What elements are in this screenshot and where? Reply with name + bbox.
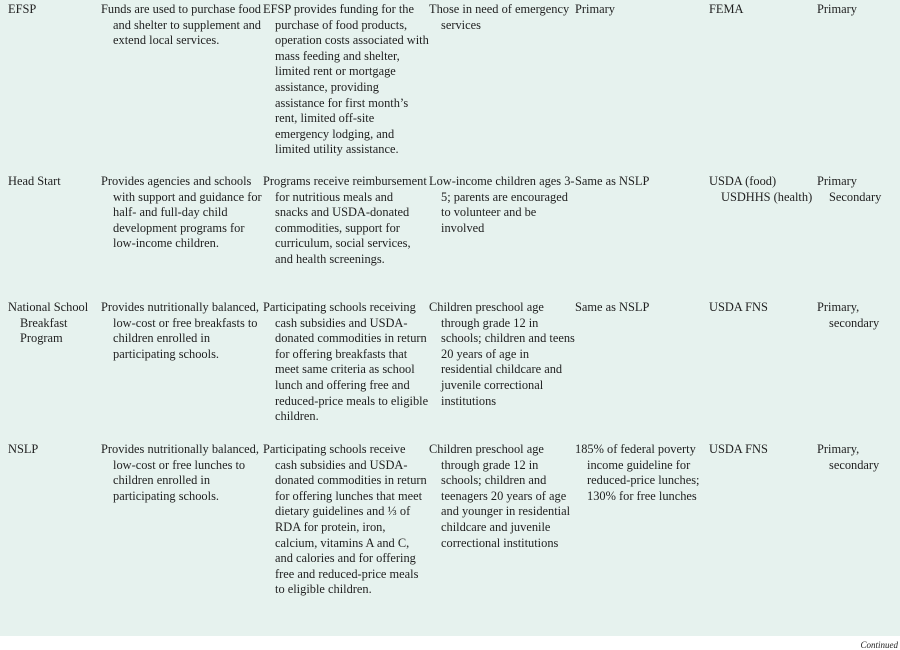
agency-cell: USDA FNS	[709, 300, 768, 314]
income-criteria-cell: Primary	[575, 2, 615, 16]
program-name-cell: Head Start	[8, 174, 61, 188]
prevention-level-cell: Primary, secondary	[817, 442, 880, 472]
income-criteria-cell: Same as NSLP	[575, 174, 650, 188]
prevention-level-cell: Primary, secondary	[817, 300, 880, 330]
table-row	[0, 0, 900, 172]
program-name-cell: EFSP	[8, 2, 37, 16]
prevention-level-cell: Primary	[817, 2, 857, 16]
income-criteria-cell: 185% of federal poverty income guideline for reduced-price lunches; 130% for free lunches	[575, 442, 700, 503]
prevention-level-cell: Primary Secondary	[817, 174, 882, 204]
table-row	[0, 440, 900, 638]
purpose-cell: Provides agencies and schools with support and guidance for half- and full-day child development programs for low-income children.	[101, 174, 262, 251]
agency-cell: USDA (food) USDHHS (health)	[709, 174, 813, 204]
eligibility-cell: Children preschool age through grade 12 in schools; children and teens 20 years of age in residential childcare and juvenile correctional institutions	[429, 300, 575, 408]
purpose-cell: Provides nutritionally balanced, low-cost or free breakfasts to children enrolled in participating schools.	[101, 300, 259, 361]
eligibility-cell: Children preschool age through grade 12 in schools; children and teenagers 20 years of age and younger in residential childcare and juvenile correctional institutions	[429, 442, 571, 550]
eligibility-cell: Low-income children ages 3-5; parents are encouraged to volunteer and be involved	[429, 174, 575, 235]
continued-note: Continued	[860, 640, 898, 650]
agency-cell: FEMA	[709, 2, 744, 16]
purpose-cell: Provides nutritionally balanced, low-cost or free lunches to children enrolled in participating schools.	[101, 442, 259, 503]
purpose-cell: Funds are used to purchase food and shelter to supplement and extend local services.	[101, 2, 262, 48]
benefits-cell: Participating schools receive cash subsidies and USDA-donated commodities in return for offering lunches that meet dietary guidelines and ⅓ of RDA for protein, iron, calcium, vitamins A and C, and calories and for offering free and reduced-price meals to eligible children.	[263, 442, 427, 597]
eligibility-cell: Those in need of emergency services	[429, 2, 570, 32]
benefits-cell: Participating schools receiving cash subsidies and USDA-donated commodities in return for offering breakfasts that meet same criteria as school lunch and offering free and reduced-price meals to eligible children.	[263, 300, 429, 424]
income-criteria-cell: Same as NSLP	[575, 300, 650, 314]
agency-cell: USDA FNS	[709, 442, 768, 456]
program-name-cell: NSLP	[8, 442, 39, 456]
program-name-cell: National School Breakfast Program	[8, 300, 89, 346]
benefits-cell: EFSP provides funding for the purchase of food products, operation costs associated with mass feeding and shelter, limited rent or mortgage assistance, providing assistance for first month’s rent, limited off-site emergency lodging, and limited utility assistance.	[263, 2, 429, 157]
table-row	[0, 298, 900, 440]
table-row	[0, 172, 900, 298]
benefits-cell: Programs receive reimbursement for nutritious meals and snacks and USDA-donated commodities, support for curriculum, social services, and health screenings.	[263, 174, 427, 266]
